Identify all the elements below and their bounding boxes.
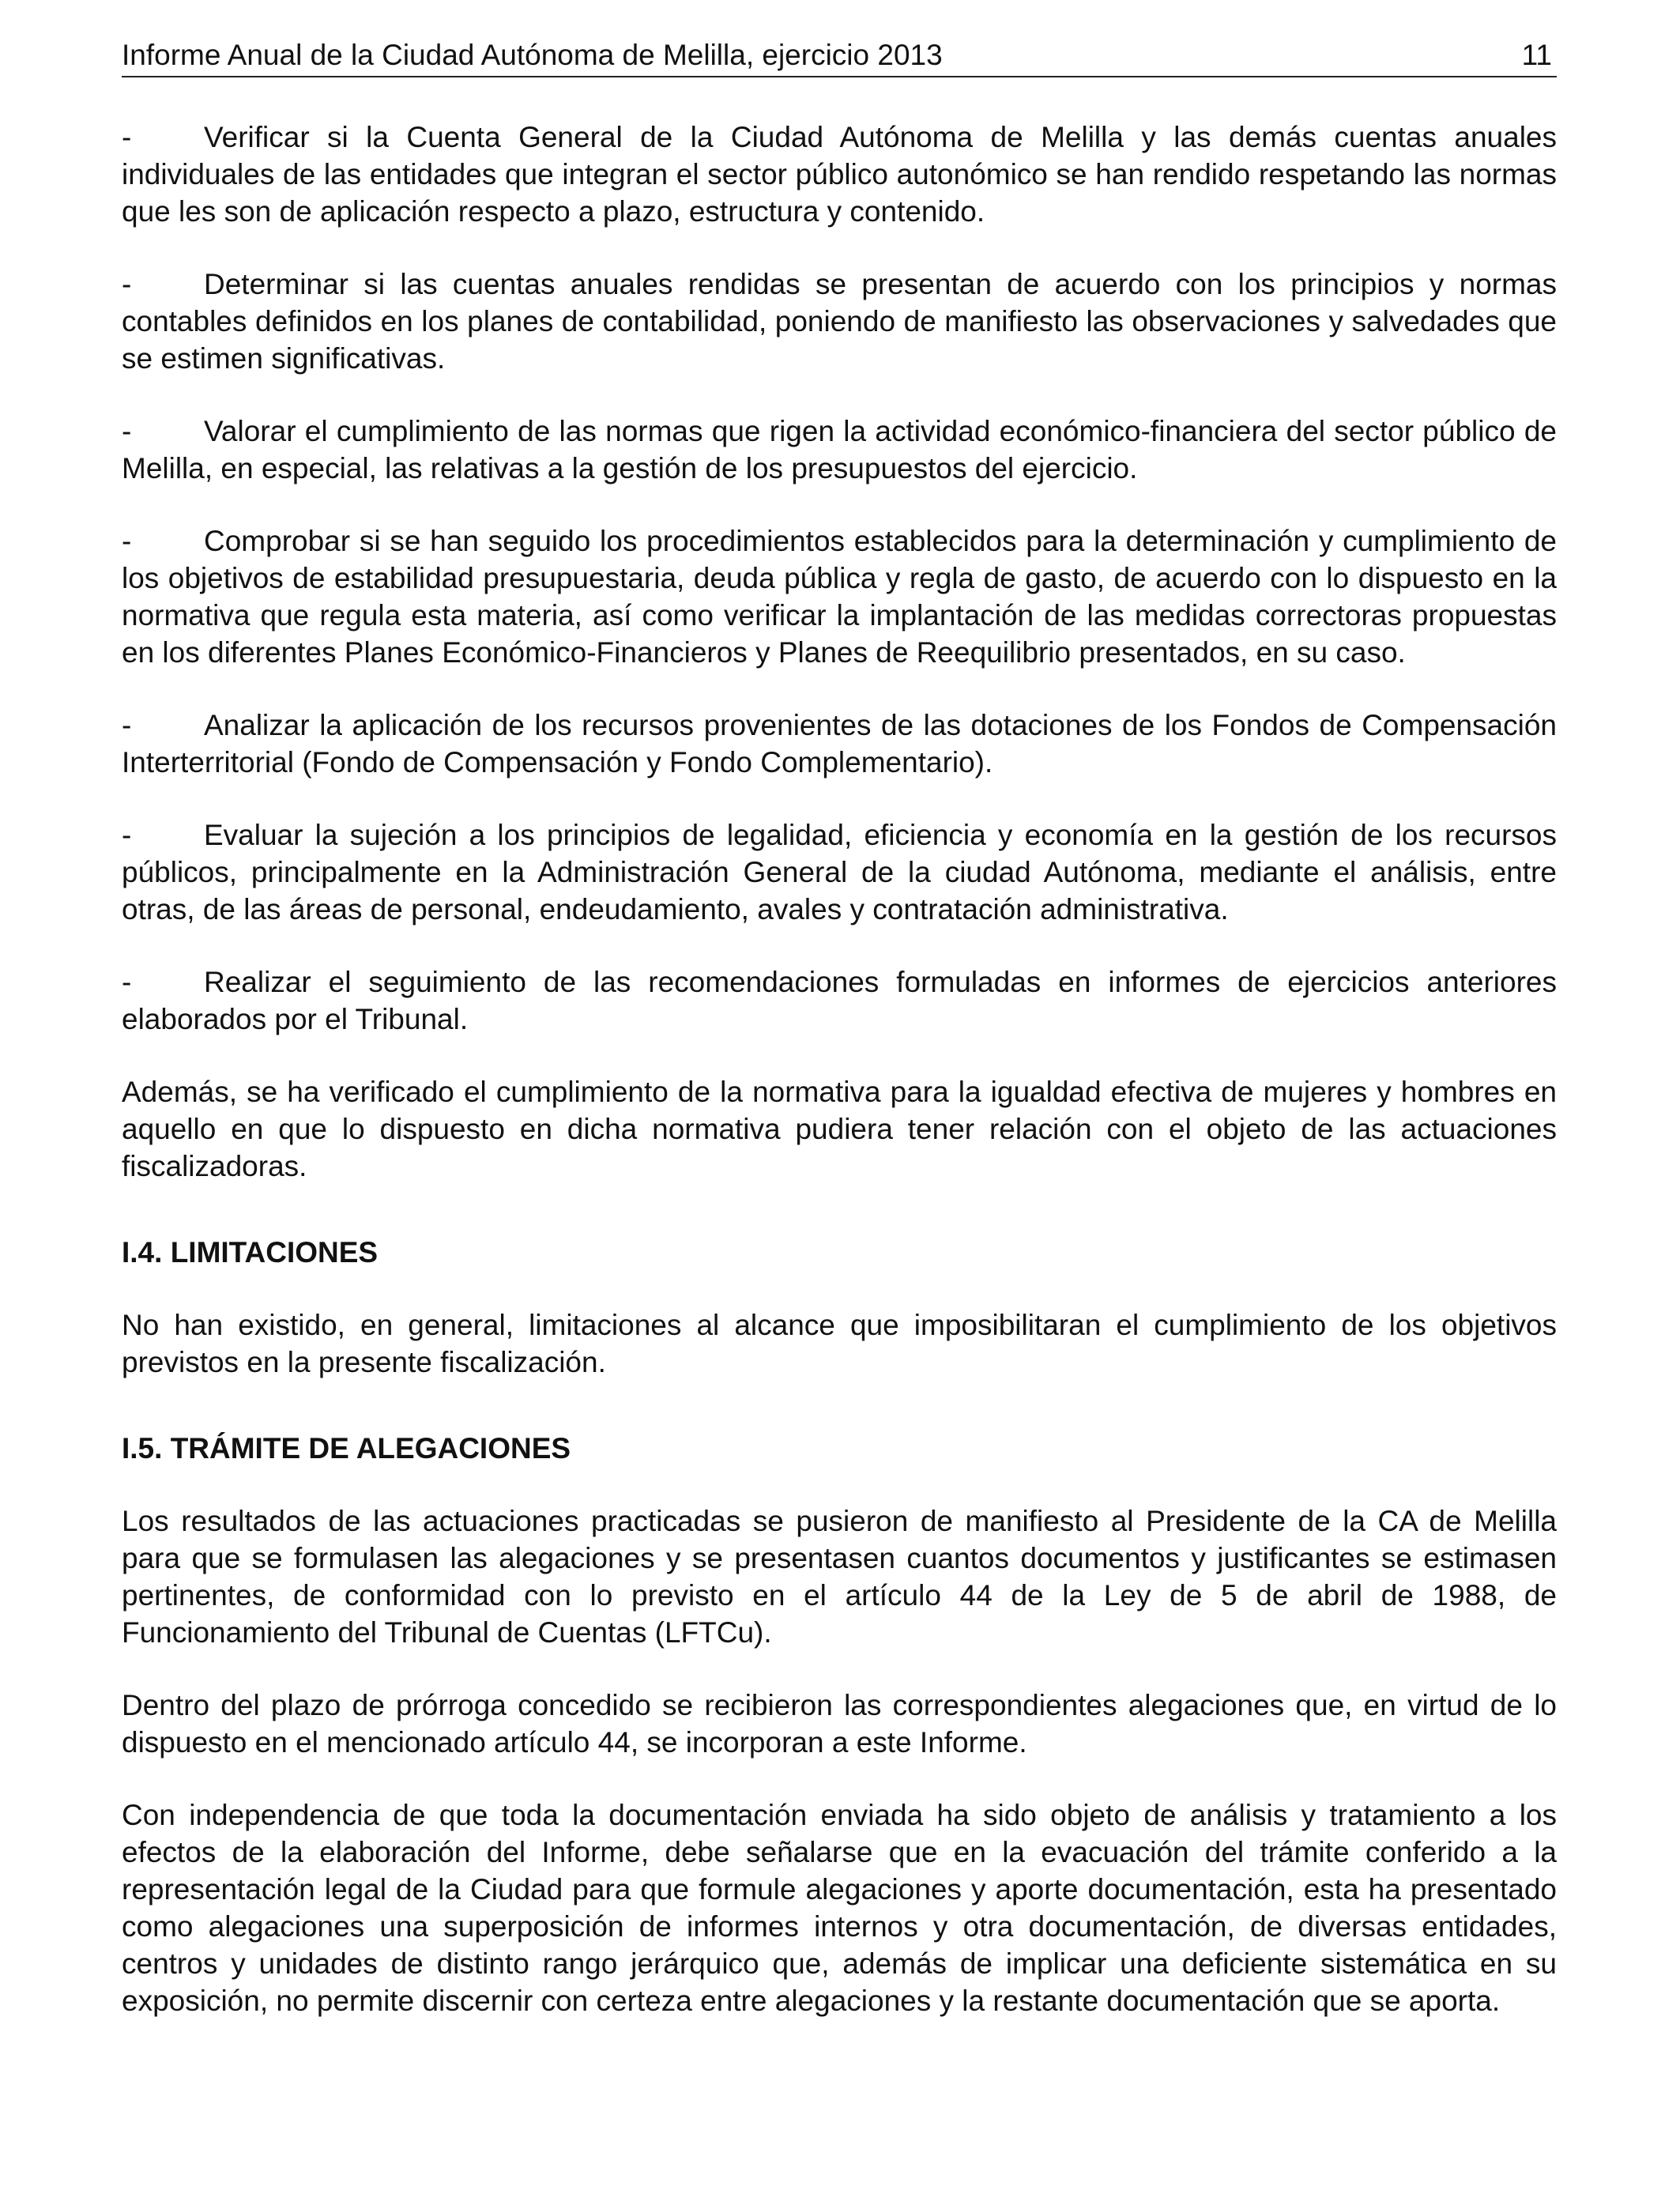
objective-text: Verificar si la Cuenta General de la Ciudad Autónoma de Melilla y las demás cuentas anuales individuales de las entidades que integran el sector público autonómico se han rendido respetando las normas que les son de aplicación respecto a plazo, estructura y contenido. bbox=[122, 121, 1557, 228]
document-body bbox=[122, 119, 1557, 2019]
objective-item bbox=[122, 119, 1557, 230]
objective-text: Determinar si las cuentas anuales rendidas se presentan de acuerdo con los principios y normas contables definidos en los planes de contabilidad, poniendo de manifiesto las observaciones y salvedades que se estimen significativas. bbox=[122, 268, 1557, 375]
objective-text: Realizar el seguimiento de las recomendaciones formuladas en informes de ejercicios anteriores elaborados por el Tribunal. bbox=[122, 966, 1557, 1035]
objective-item bbox=[122, 413, 1557, 487]
bullet-dash: - bbox=[122, 709, 132, 741]
page-number: 11 bbox=[1521, 39, 1552, 71]
bullet-dash: - bbox=[122, 268, 132, 300]
objective-text: Evaluar la sujeción a los principios de legalidad, eficiencia y economía en la gestión de los recursos públicos, principalmente en la Administración General de la ciudad Autónoma, mediante el análisis, entre otras, de las áreas de personal, endeudamiento, avales y contratación administrativa. bbox=[122, 819, 1557, 925]
section-heading-alegaciones: I.5. TRÁMITE DE ALEGACIONES bbox=[122, 1432, 571, 1465]
page-header bbox=[122, 38, 1557, 77]
limitaciones-paragraph: No han existido, en general, limitaciones al alcance que imposibilitaran el cumplimiento de los objetivos previstos en la presente fiscalización. bbox=[122, 1309, 1557, 1378]
alegaciones-paragraph-1: Los resultados de las actuaciones practicadas se pusieron de manifiesto al Presidente de la CA de Melilla para que se formulasen las alegaciones y se presentasen cuantos documentos y justificantes se estimasen pertinentes, de conformidad con lo previsto en el artículo 44 de la Ley de 5 de abril de 1988, de Funcionamiento del Tribunal de Cuentas (LFTCu). bbox=[122, 1505, 1557, 1649]
bullet-dash: - bbox=[122, 415, 132, 447]
igualdad-paragraph: Además, se ha verificado el cumplimiento de la normativa para la igualdad efectiva de mujeres y hombres en aquello en que lo dispuesto en dicha normativa pudiera tener relación con el objeto de las actuaciones fiscalizadoras. bbox=[122, 1076, 1557, 1182]
objective-item bbox=[122, 963, 1557, 1038]
bullet-dash: - bbox=[122, 819, 132, 851]
objective-text: Comprobar si se han seguido los procedimientos establecidos para la determinación y cumplimiento de los objetivos de estabilidad presupuestaria, deuda pública y regla de gasto, de acuerdo con lo dispuesto en la normativa que regula esta materia, así como verificar la implantación de las medidas correctoras propuestas en los diferentes Planes Económico-Financieros y Planes de Reequilibrio presentados, en su caso. bbox=[122, 525, 1557, 669]
bullet-dash: - bbox=[122, 525, 132, 557]
alegaciones-paragraph-2: Dentro del plazo de prórroga concedido se recibieron las correspondientes alegaciones que, en virtud de lo dispuesto en el mencionado artículo 44, se incorporan a este Informe. bbox=[122, 1689, 1557, 1759]
document-page bbox=[122, 38, 1557, 2055]
objective-item bbox=[122, 707, 1557, 781]
objective-text: Valorar el cumplimiento de las normas que rigen la actividad económico-financiera del sector público de Melilla, en especial, las relativas a la gestión de los presupuestos del ejercicio. bbox=[122, 415, 1557, 484]
bullet-dash: - bbox=[122, 121, 132, 153]
alegaciones-paragraph-3: Con independencia de que toda la documentación enviada ha sido objeto de análisis y tratamiento a los efectos de la elaboración del Informe, debe señalarse que en la evacuación del trámite conferido a la representación legal de la Ciudad para que formule alegaciones y aporte documentación, esta ha presentado como alegaciones una superposición de informes internos y otra documentación, de diversas entidades, centros y unidades de distinto rango jerárquico que, además de implicar una deficiente sistemática en su exposición, no permite discernir con certeza entre alegaciones y la restante documentación que se aporta. bbox=[122, 1799, 1557, 2017]
bullet-dash: - bbox=[122, 966, 132, 998]
section-heading-limitaciones: I.4. LIMITACIONES bbox=[122, 1236, 379, 1269]
objective-item bbox=[122, 266, 1557, 377]
objective-text: Analizar la aplicación de los recursos provenientes de las dotaciones de los Fondos de Compensación Interterritorial (Fondo de Compensación y Fondo Complementario). bbox=[122, 709, 1557, 778]
objective-item bbox=[122, 816, 1557, 928]
header-title: Informe Anual de la Ciudad Autónoma de Melilla, ejercicio 2013 bbox=[122, 39, 943, 71]
objective-item bbox=[122, 522, 1557, 671]
